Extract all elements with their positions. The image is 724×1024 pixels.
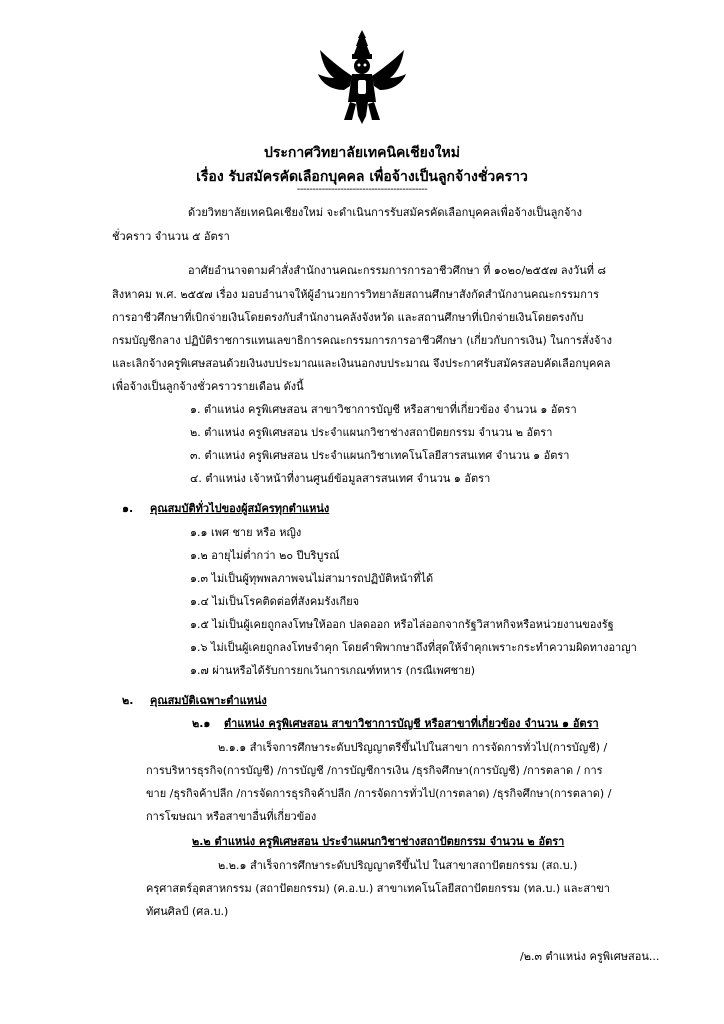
subsection-line: ๒.๑.๑ สำเร็จการศึกษาระดับปริญญาตรีขึ้นไปในสาขา การจัดการทั่วไป(การบัญชี) / <box>218 741 608 754</box>
position-item: ๓. ตำแหน่ง ครูพิเศษสอน ประจำแผนกวิชาเทคโนโลยีสารสนเทศ จำนวน ๑ อัตรา <box>190 449 570 462</box>
garuda-emblem-icon <box>314 28 410 126</box>
authority-line: สิงหาคม พ.ศ. ๒๕๕๗ เรื่อง มอบอำนาจให้ผู้อำนวยการวิทยาลัยสถานศึกษาสังกัดสำนักงานคณะกรรมการ <box>112 288 600 301</box>
position-item: ๒. ตำแหน่ง ครูพิเศษสอน ประจำแผนกวิชาช่างสถาปัตยกรรม จำนวน ๒ อัตรา <box>190 426 553 439</box>
subsection-line: การโฆษณา หรือสาขาอื่นที่เกี่ยวข้อง <box>146 810 317 823</box>
subsection-line: การบริหารธุรกิจ(การบัญชี) /การบัญชี /การบัญชีการเงิน /ธุรกิจศึกษา(การบัญชี) /การตลาด / การ <box>146 764 603 777</box>
qualification-item: ๑.๒ อายุไม่ต่ำกว่า ๒๐ ปีบริบูรณ์ <box>190 549 340 562</box>
announcement-title: ประกาศวิทยาลัยเทคนิคเชียงใหม่ <box>263 145 461 161</box>
subsection-line: ทัศนศิลป์ (ศล.บ.) <box>146 905 229 918</box>
authority-line: การอาชีวศึกษาที่เบิกจ่ายเงินโดยตรงกับสำนักงานคลังจังหวัด และสถานศึกษาที่เบิกจ่ายเงินโดยตรงกับ <box>112 311 584 324</box>
intro-line: ชั่วคราว จำนวน ๕ อัตรา <box>112 230 230 243</box>
subsection-title: ๒.๒ ตำแหน่ง ครูพิเศษสอน ประจำแผนกวิชาช่างสถาปัตยกรรม จำนวน ๒ อัตรา <box>192 835 565 848</box>
qualification-item: ๑.๓ ไม่เป็นผู้ทุพพลภาพจนไม่สามารถปฏิบัติหน้าที่ได้ <box>190 572 434 585</box>
qualification-item: ๑.๗ ผ่านหรือได้รับการยกเว้นการเกณฑ์ทหาร (กรณีเพศชาย) <box>190 664 476 677</box>
qualification-item: ๑.๖ ไม่เป็นผู้เคยถูกลงโทษจำคุก โดยคำพิพากษาถึงที่สุดให้จำคุกเพราะกระทำความผิดทางอาญา <box>190 641 637 654</box>
section2-number: ๒. <box>122 694 134 707</box>
announcement-subject: เรื่อง รับสมัครคัดเลือกบุคคล เพื่อจ้างเป็นลูกจ้างชั่วคราว <box>196 169 528 185</box>
intro-line: ด้วยวิทยาลัยเทคนิคเชียงใหม่ จะดำเนินการรับสมัครคัดเลือกบุคคลเพื่อจ้างเป็นลูกจ้าง <box>188 206 582 219</box>
qualification-item: ๑.๔ ไม่เป็นโรคติดต่อที่สังคมรังเกียจ <box>190 595 360 608</box>
section1-heading: คุณสมบัติทั่วไปของผู้สมัครทุกตำแหน่ง <box>150 502 330 515</box>
continuation-note: /๒.๓ ตำแหน่ง ครูพิเศษสอน... <box>520 950 660 963</box>
authority-line: อาศัยอำนาจตามคำสั่งสำนักงานคณะกรรมการการอาชีวศึกษา ที่ ๑๐๒๐/๒๕๕๗ ลงวันที่ ๘ <box>188 264 606 277</box>
qualification-item: ๑.๕ ไม่เป็นผู้เคยถูกลงโทษให้ออก ปลดออก หรือไล่ออกจากรัฐวิสาหกิจหรือหน่วยงานของรัฐ <box>190 618 614 631</box>
subsection-line: ครุศาสตร์อุตสาหกรรม (สถาปัตยกรรม) (ค.อ.บ.) สาขาเทคโนโลยีสถาปัตยกรรม (ทล.บ.) และสาขา <box>146 882 610 895</box>
authority-line: กรมบัญชีกลาง ปฏิบัติราชการแทนเลขาธิการคณะกรรมการการอาชีวศึกษา (เกี่ยวกับการเงิน) ในการสั่งจ้าง <box>112 334 612 347</box>
section1-number: ๑. <box>122 502 134 515</box>
position-item: ๑. ตำแหน่ง ครูพิเศษสอน สาขาวิชาการบัญชี หรือสาขาที่เกี่ยวข้อง จำนวน ๑ อัตรา <box>190 403 577 416</box>
subsection-line: ขาย /ธุรกิจค้าปลีก /การจัดการธุรกิจค้าปลีก /การจัดการทั่วไป(การตลาด) /ธุรกิจศึกษา(การตลาด) / <box>146 787 612 800</box>
subsection-line: ๒.๒.๑ สำเร็จการศึกษาระดับปริญญาตรีขึ้นไป ในสาขาสถาปัตยกรรม (สถ.บ.) <box>218 859 578 872</box>
divider: ------------------------------------------ <box>296 184 428 195</box>
position-item: ๔. ตำแหน่ง เจ้าหน้าที่งานศูนย์ข้อมูลสารสนเทศ จำนวน ๑ อัตรา <box>190 472 491 485</box>
section2-heading: คุณสมบัติเฉพาะตำแหน่ง <box>150 694 267 707</box>
subsection-title: ตำแหน่ง ครูพิเศษสอน สาขาวิชาการบัญชี หรือสาขาที่เกี่ยวข้อง จำนวน ๑ อัตรา <box>224 717 599 730</box>
authority-line: เพื่อจ้างเป็นลูกจ้างชั่วคราวรายเดือน ดังนี้ <box>112 380 304 393</box>
qualification-item: ๑.๑ เพศ ชาย หรือ หญิง <box>190 526 302 539</box>
subsection-number: ๒.๑ <box>192 717 211 730</box>
authority-line: และเลิกจ้างครูพิเศษสอนด้วยเงินงบประมาณและเงินนอกงบประมาณ จึงประกาศรับสมัครสอบคัดเลือกบุคคล <box>112 357 611 370</box>
